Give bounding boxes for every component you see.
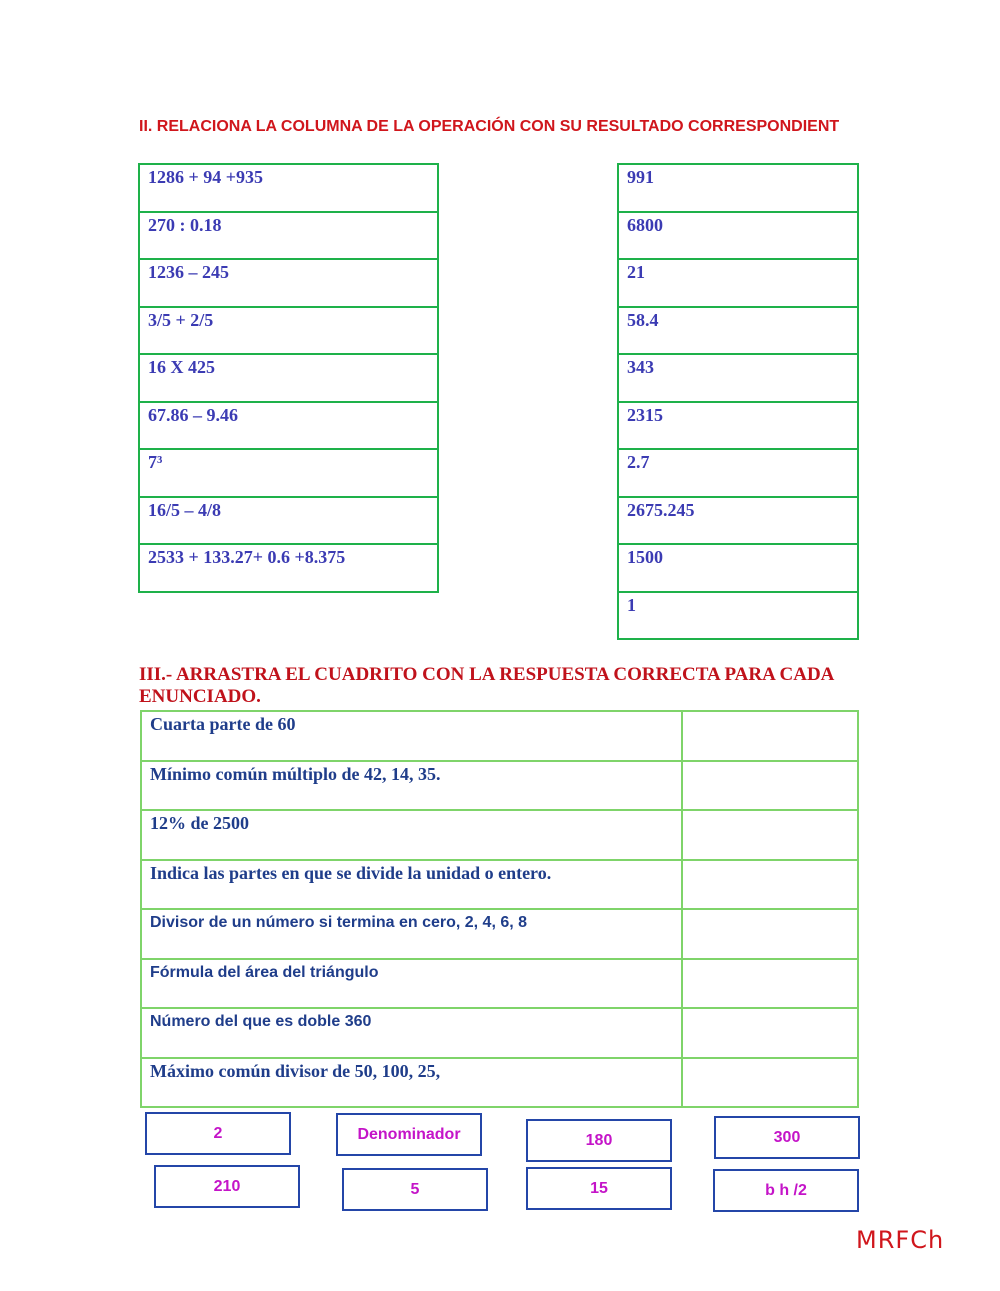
statement-row [142,910,857,960]
answer-drop-zone[interactable] [683,1009,857,1057]
statement-row [142,811,857,861]
statement-text: Máximo común divisor de 50, 100, 25, [142,1059,683,1107]
answer-drop-zone[interactable] [683,960,857,1008]
operation-cell: 2533 + 133.27+ 0.6 +8.375 [140,545,437,593]
statement-text: Mínimo común múltiplo de 42, 14, 35. [142,762,683,810]
answer-chip[interactable]: Denominador [336,1113,482,1156]
operation-cell: 1236 – 245 [140,260,437,308]
statement-text: Cuarta parte de 60 [142,712,683,760]
result-cell: 21 [619,260,857,308]
operation-cell: 16/5 – 4/8 [140,498,437,546]
statement-row [142,1059,857,1109]
answer-drop-zone[interactable] [683,1059,857,1107]
statement-row [142,712,857,762]
results-table [617,163,859,640]
answer-drop-zone[interactable] [683,762,857,810]
answer-chip[interactable]: 180 [526,1119,672,1162]
section-2-title: II. RELACIONA LA COLUMNA DE LA OPERACIÓN CON SU RESULTADO CORRESPONDIENT [139,118,840,135]
statement-text: Indica las partes en que se divide la unidad o entero. [142,861,683,909]
section-3-title: III.- ARRASTRA EL CUADRITO CON LA RESPUESTA CORRECTA PARA CADA ENUNCIADO. [139,664,834,707]
result-cell: 343 [619,355,857,403]
answer-chip[interactable]: 15 [526,1167,672,1210]
statement-text: Número del que es doble 360 [142,1009,683,1057]
result-cell: 1500 [619,545,857,593]
author-signature: MRFCh [856,1226,945,1254]
answer-drop-zone[interactable] [683,861,857,909]
result-cell: 1 [619,593,857,641]
statement-row [142,1009,857,1059]
statement-text: Divisor de un número si termina en cero, 2, 4, 6, 8 [142,910,683,958]
answer-chip[interactable]: 210 [154,1165,300,1208]
operation-cell: 1286 + 94 +935 [140,165,437,213]
answer-drop-zone[interactable] [683,712,857,760]
result-cell: 2315 [619,403,857,451]
operation-cell: 7³ [140,450,437,498]
answer-chip[interactable]: 5 [342,1168,488,1211]
answer-chip[interactable]: 300 [714,1116,860,1159]
answer-chip[interactable]: 2 [145,1112,291,1155]
answer-drop-zone[interactable] [683,811,857,859]
operations-table [138,163,439,593]
statements-table [140,710,859,1108]
result-cell: 2675.245 [619,498,857,546]
result-cell: 6800 [619,213,857,261]
result-cell: 991 [619,165,857,213]
result-cell: 58.4 [619,308,857,356]
statement-row [142,960,857,1010]
answer-chip[interactable]: b h /2 [713,1169,859,1212]
statement-text: Fórmula del área del triángulo [142,960,683,1008]
operation-cell: 3/5 + 2/5 [140,308,437,356]
result-cell: 2.7 [619,450,857,498]
statement-row [142,861,857,911]
operation-cell: 67.86 – 9.46 [140,403,437,451]
answer-drop-zone[interactable] [683,910,857,958]
statement-text: 12% de 2500 [142,811,683,859]
statement-row [142,762,857,812]
operation-cell: 16 X 425 [140,355,437,403]
operation-cell: 270 : 0.18 [140,213,437,261]
